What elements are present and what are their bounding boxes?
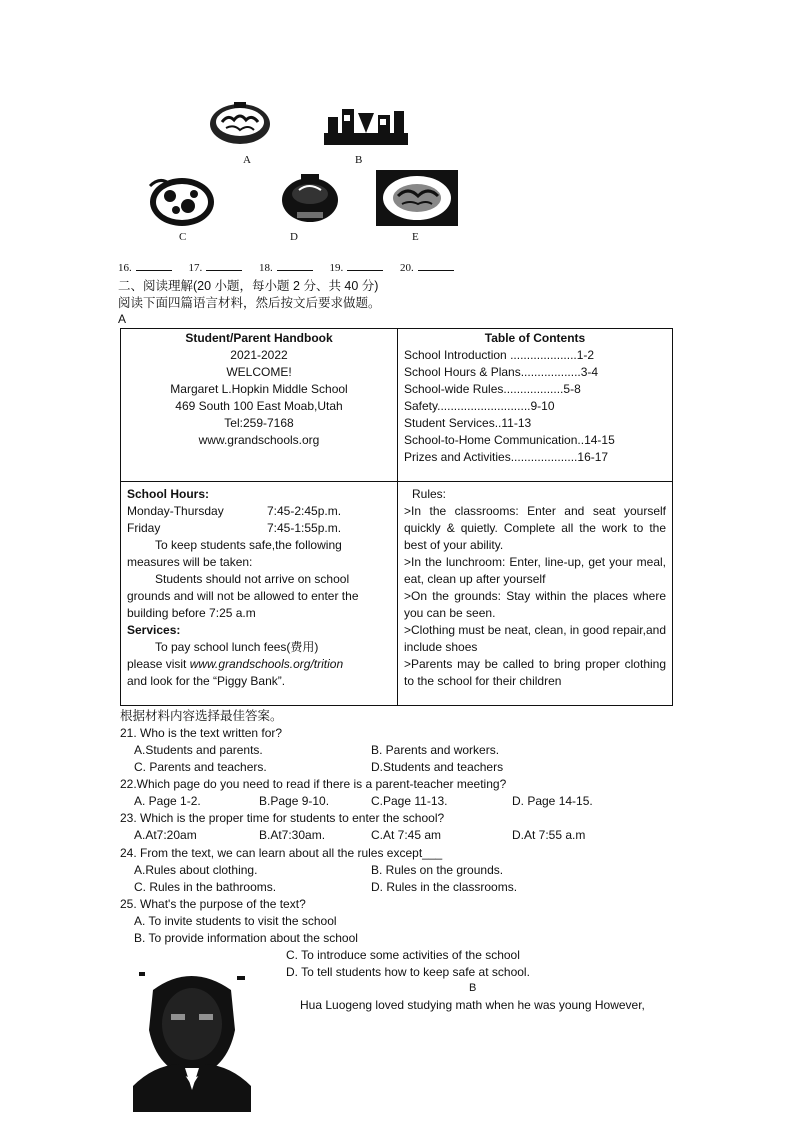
questions-instruction: 根据材料内容选择最佳答案。 — [120, 709, 283, 723]
question-24-option-d[interactable]: D. Rules in the classrooms. — [371, 880, 518, 894]
question-23-stem: 23. Which is the proper time for students to enter the school? — [120, 811, 445, 825]
hours-time: 7:45-1:55p.m. — [267, 521, 342, 535]
hours-time: 7:45-2:45p.m. — [267, 504, 342, 518]
school-website: www.grandschools.org — [198, 433, 320, 447]
question-23-option-d[interactable]: D.At 7:55 a.m — [512, 828, 586, 842]
section-heading: 二、阅读理解(20 小题，每小题 2 分、共 40 分) — [118, 279, 379, 293]
answer-blank-20[interactable] — [418, 259, 454, 271]
picture-label-c: C — [179, 231, 187, 243]
passage-label-b: B — [469, 982, 477, 994]
question-23-option-a[interactable]: A.At7:20am — [134, 828, 197, 842]
services-title: Services: — [127, 623, 181, 637]
question-25-option-c[interactable]: C. To introduce some activities of the school — [286, 948, 520, 962]
question-25-option-d[interactable]: D. To tell students how to keep safe at school. — [286, 965, 530, 979]
answer-blank-19[interactable] — [347, 259, 383, 271]
question-21-option-d[interactable]: D.Students and teachers — [371, 760, 504, 774]
picture-label-d: D — [290, 231, 298, 243]
question-24-stem: 24. From the text, we can learn about all the rules except___ — [120, 846, 443, 860]
question-21-option-c[interactable]: C. Parents and teachers. — [134, 760, 267, 774]
blank-number: 18. — [259, 262, 273, 274]
handbook-welcome: WELCOME! — [226, 365, 292, 379]
hours-row — [127, 520, 391, 537]
rules-title: Rules: — [412, 487, 447, 501]
rule-item: >Parents may be called to bring proper clothing to the school for their children — [404, 657, 666, 688]
toc-item: Prizes and Activities....................16-17 — [404, 450, 609, 464]
toc-title: Table of Contents — [484, 331, 586, 345]
school-hours-title: School Hours: — [127, 487, 210, 501]
school-tel: Tel:259-7168 — [224, 416, 294, 430]
question-25-option-b[interactable]: B. To provide information about the school — [134, 931, 358, 945]
table-of-contents-cell — [398, 329, 673, 482]
rule-item: >Clothing must be neat, clean, in good repair,and include shoes — [404, 623, 666, 654]
question-21-stem: 21. Who is the text written for? — [120, 726, 283, 740]
services-text: and look for the “Piggy Bank”. — [127, 674, 286, 688]
toc-item: Student Services..11-13 — [404, 416, 532, 430]
services-link[interactable]: www.grandschools.org/trition — [189, 657, 344, 671]
picture-label-a: A — [243, 154, 251, 166]
rules-cell — [398, 482, 673, 706]
passage-label-a: A — [118, 312, 127, 326]
hours-row — [127, 503, 391, 520]
question-22-option-a[interactable]: A. Page 1-2. — [134, 794, 201, 808]
picture-label-e: E — [412, 231, 419, 243]
rule-item: >In the lunchroom: Enter, line-up, get your meal, eat, clean up after yourself — [404, 555, 666, 586]
picture-b-food-tray — [322, 103, 410, 149]
picture-a-bowl — [208, 100, 272, 148]
school-hours-cell — [121, 482, 398, 706]
passage-b-first-line: Hua Luogeng loved studying math when he was young However, — [300, 998, 645, 1012]
picture-d-bowl — [279, 170, 341, 226]
toc-item: School-wide Rules..................5-8 — [404, 382, 581, 396]
blank-number: 19. — [329, 262, 344, 274]
handbook-table — [120, 328, 673, 706]
question-21-option-b[interactable]: B. Parents and workers. — [371, 743, 500, 757]
answer-blank-17[interactable] — [206, 259, 242, 271]
blank-number: 17. — [188, 262, 203, 274]
services-text: please visit — [127, 657, 187, 671]
answer-blank-16[interactable] — [136, 259, 172, 271]
handbook-title: Student/Parent Handbook — [185, 331, 333, 345]
blank-number: 16. — [118, 262, 132, 274]
school-address: 469 South 100 East Moab,Utah — [175, 399, 343, 413]
picture-label-b: B — [355, 154, 363, 166]
question-24-option-c[interactable]: C. Rules in the bathrooms. — [134, 880, 277, 894]
toc-item: School Hours & Plans..................3-4 — [404, 365, 599, 379]
answer-blanks-row — [118, 259, 468, 274]
question-23-option-c[interactable]: C.At 7:45 am — [371, 828, 442, 842]
portrait-photo — [133, 970, 251, 1112]
blank-number: 20. — [400, 262, 414, 274]
question-24-option-a[interactable]: A.Rules about clothing. — [134, 863, 258, 877]
hours-days: Monday-Thursday — [127, 504, 224, 518]
safety-intro: To keep students safe,the following measures will be taken: — [127, 538, 342, 569]
section-instruction: 阅读下面四篇语言材料，然后按文后要求做题。 — [118, 296, 381, 310]
safety-rule: Students should not arrive on school grounds and will not be allowed to enter the building before 7:25 a.m — [127, 572, 359, 620]
toc-item: Safety............................9-10 — [404, 399, 555, 413]
rule-item: >In the classrooms: Enter and seat yourself quickly & quietly. Complete all the work to the best of your ability. — [404, 504, 666, 552]
handbook-year: 2021-2022 — [230, 348, 288, 362]
question-25-stem: 25. What's the purpose of the text? — [120, 897, 306, 911]
picture-e-plate — [376, 170, 458, 226]
question-22-option-b[interactable]: B.Page 9-10. — [259, 794, 330, 808]
hours-days: Friday — [127, 521, 161, 535]
question-24-option-b[interactable]: B. Rules on the grounds. — [371, 863, 504, 877]
services-link-line — [127, 656, 391, 673]
question-25-option-a[interactable]: A. To invite students to visit the school — [134, 914, 337, 928]
question-22-stem: 22.Which page do you need to read if there is a parent-teacher meeting? — [120, 777, 507, 791]
question-21-option-a[interactable]: A.Students and parents. — [134, 743, 263, 757]
picture-c-dish — [146, 172, 216, 228]
toc-item: School Introduction ....................1-2 — [404, 348, 595, 362]
rule-item: >On the grounds: Stay within the places where you can be seen. — [404, 589, 666, 620]
school-name: Margaret L.Hopkin Middle School — [170, 382, 348, 396]
services-text: To pay school lunch fees(费用) — [155, 640, 319, 654]
handbook-header-cell — [121, 329, 398, 482]
question-22-option-d[interactable]: D. Page 14-15. — [512, 794, 593, 808]
answer-blank-18[interactable] — [277, 259, 313, 271]
question-22-option-c[interactable]: C.Page 11-13. — [371, 794, 448, 808]
question-23-option-b[interactable]: B.At7:30am. — [259, 828, 326, 842]
toc-item: School-to-Home Communication..14-15 — [404, 433, 615, 447]
